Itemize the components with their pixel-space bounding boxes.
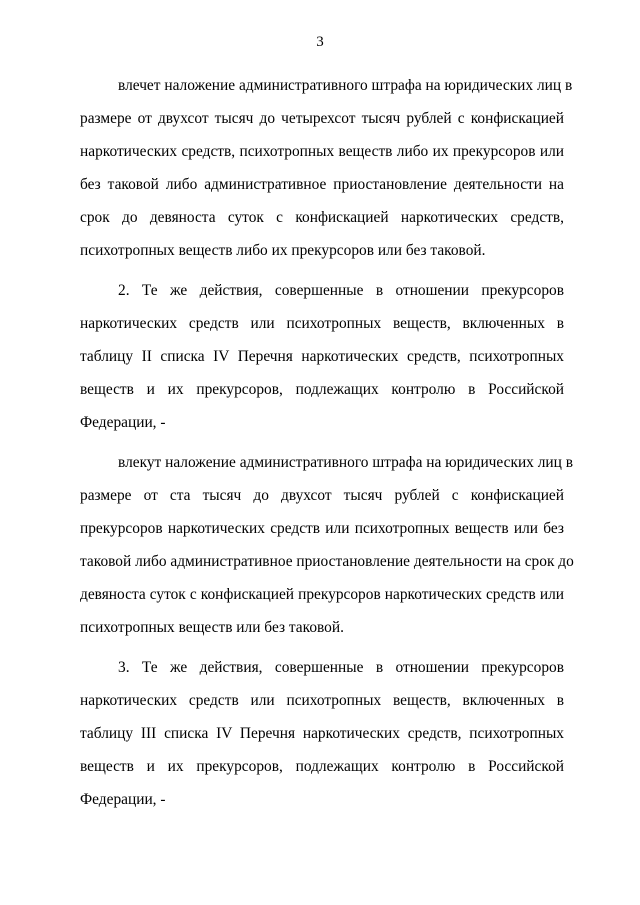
text-line: таблицу III списка IV Перечня наркотических средств, психотропных [80, 725, 564, 742]
text-line: наркотических средств или психотропных веществ, включенных в [80, 315, 564, 332]
document-body [80, 76, 574, 823]
text-line: Федерации, - [80, 414, 166, 431]
text-line: срок до девяноста суток с конфискацией наркотических средств, [80, 209, 564, 226]
paragraph-gap [80, 446, 564, 453]
text-line: таблицу II списка IV Перечня наркотических средств, психотропных [80, 348, 564, 365]
paragraph-gap [80, 274, 564, 281]
page-number: 3 [316, 34, 324, 50]
paragraph-4 [80, 658, 564, 823]
text-line: веществ и их прекурсоров, подлежащих контролю в Российской [80, 381, 564, 398]
text-line: 3. Те же действия, совершенные в отношении прекурсоров [118, 659, 564, 676]
paragraph-1 [80, 76, 573, 274]
text-line: прекурсоров наркотических средств или психотропных веществ или без [80, 520, 564, 537]
text-line: 2. Те же действия, совершенные в отношении прекурсоров [118, 282, 564, 299]
text-line: психотропных веществ либо их прекурсоров или без таковой. [80, 242, 486, 259]
text-line: влечет наложение административного штрафа на юридических лиц в [118, 77, 573, 94]
text-line: размере от двухсот тысяч до четырехсот тысяч рублей с конфискацией [80, 110, 564, 127]
text-line: наркотических средств, психотропных веществ либо их прекурсоров или [80, 143, 564, 160]
text-line: размере от ста тысяч до двухсот тысяч рублей с конфискацией [80, 487, 564, 504]
text-line: Федерации, - [80, 791, 166, 808]
text-line: таковой либо административное приостановление деятельности на срок до [80, 553, 574, 570]
paragraph-3 [80, 453, 574, 651]
paragraph-2 [80, 281, 564, 446]
text-line: психотропных веществ или без таковой. [80, 619, 344, 636]
text-line: веществ и их прекурсоров, подлежащих контролю в Российской [80, 758, 564, 775]
text-line: девяноста суток с конфискацией прекурсоров наркотических средств или [80, 586, 564, 603]
paragraph-gap [80, 651, 564, 658]
text-line: влекут наложение административного штрафа на юридических лиц в [118, 454, 573, 471]
text-line: наркотических средств или психотропных веществ, включенных в [80, 692, 564, 709]
text-line: без таковой либо административное приостановление деятельности на [80, 176, 564, 193]
